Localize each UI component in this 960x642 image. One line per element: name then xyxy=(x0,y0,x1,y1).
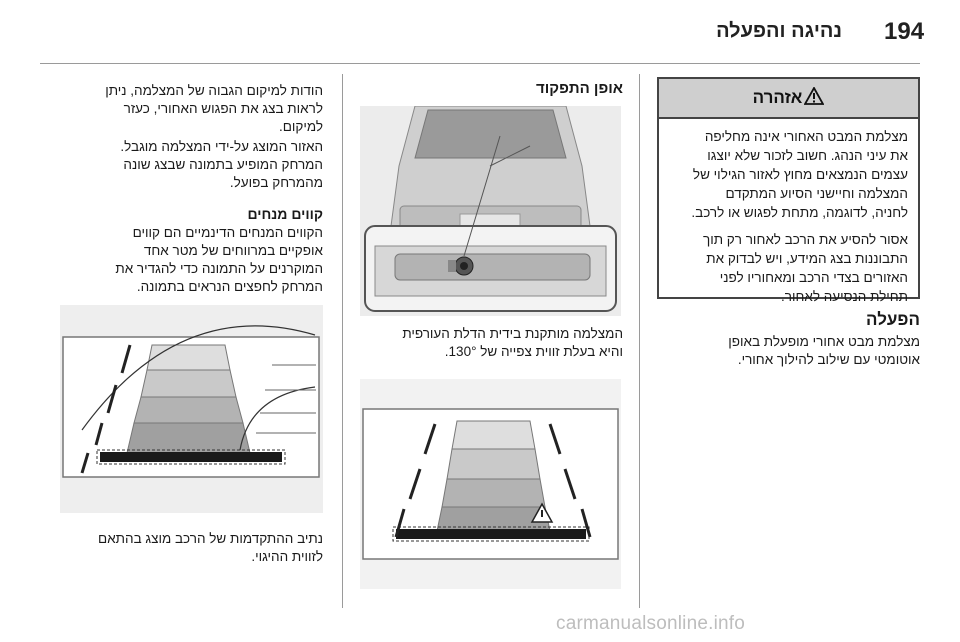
camera-caption: המצלמה מותקנת בידית הדלת העורפית והיא בעלת זווית צפייה של 130°. xyxy=(402,326,623,359)
page-number: 194 xyxy=(884,18,925,45)
area-text: האזור המוצג על-ידי המצלמה מוגבל. המרחק המופיע בתמונה שבצג שונה מהמרחק בפועל. xyxy=(120,139,323,190)
warning-text xyxy=(659,119,918,306)
header-divider xyxy=(40,63,920,64)
warning-triangle-icon xyxy=(802,87,824,110)
column-divider-left xyxy=(342,74,343,608)
column-divider-right xyxy=(639,74,640,608)
activation-text: מצלמת מבט אחורי מופעלת באופן אוטומטי עם שילוב להילוך אחורי. xyxy=(728,334,920,367)
page-title: נהיגה והפעלה xyxy=(716,20,842,42)
warning-label: אזהרה xyxy=(752,88,803,107)
activation-heading: הפעלה xyxy=(866,310,920,329)
warning-header xyxy=(659,79,918,119)
page-header xyxy=(0,0,960,58)
static-guidelines-image xyxy=(360,379,621,589)
warning-box xyxy=(657,77,920,304)
tailgate-camera-image xyxy=(360,106,621,316)
trajectory-caption: נתיב ההתקדמות של הרכב מוצג בהתאם לזווית ההיגוי. xyxy=(98,531,323,564)
dynamic-guidelines-image xyxy=(60,305,323,513)
guide-lines-text: הקווים המנחים הדינמיים הם קווים אופקיים במרווחים של מטר אחד המוקרנים על התמונה כדי להגדיר את המרחק לחפצים הנראים בתמונה. xyxy=(115,225,323,294)
watermark: carmanualsonline.info xyxy=(556,613,746,634)
warning-paragraph-2: אסור להסיע את הרכב לאחור רק תוך התבוננות בצג המידע, ויש לבדוק את האזורים בצדי הרכב ומאחוריו לפני תחילת הנסיעה לאחור. xyxy=(703,232,908,304)
function-heading: אופן התפקוד xyxy=(536,80,623,97)
warning-paragraph-1: מצלמת המבט האחורי אינה מחליפה את עיני הנהג. חשוב לזכור שלא יוצגו עצמים הנמצאים מחוץ לאזור הגילוי של המצלמה וחיישני הסיוע המתקדם לחניה, לדוגמה, מתחת לפגוש או לרכב. xyxy=(691,129,908,220)
intro-text: הודות למיקום הגבוה של המצלמה, ניתן לראות בצג את הפגוש האחורי, כעזר למיקום. xyxy=(105,83,323,134)
guide-lines-heading: קווים מנחים xyxy=(247,206,323,222)
